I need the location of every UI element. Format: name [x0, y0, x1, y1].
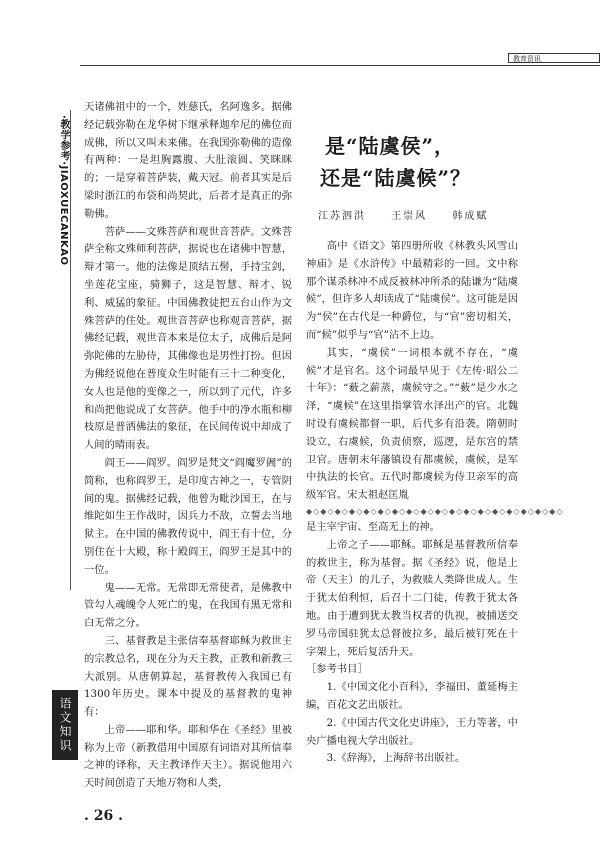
- page-number: . 26 .: [84, 808, 123, 824]
- paragraph: 高中《语文》第四册所收《林教头风雪山神庙》是《水浒传》中最精彩的一回。文中称那个谋杀林冲不成反被林冲所杀的陆谦为“陆虞候”，但许多人却读成了“陆虞侯”。这可能是因为“侯”在古代是一种爵位，与“官”密切相关，而“候”似乎与“官”沾不上边。: [306, 240, 518, 341]
- dotted-separator: ◆◇◆◇◆◇◆◇◆◇◆◇◆◇◆◇◆◇◆◇◆◇◆◇◆◇◆◇◆◇◆◇◆◇◆◇: [306, 506, 564, 516]
- left-column: [84, 99, 292, 793]
- author-name: 王崇风: [391, 211, 428, 222]
- sidebar-vertical-text: ·教学参考·JIAOXUECANKAO: [58, 115, 69, 266]
- reference-item: 1.《中国文化小百科》，李福田、董延梅主编，百花文艺出版社。: [306, 681, 518, 711]
- paragraph: 三、基督教是主张信奉基督耶稣为救世主的宗教总名，现在分为天主教，正教和新教三大派别。从唐朝算起，基督教传入我国已有1300年历史。课本中提及的基督教的鬼神有：: [84, 634, 292, 719]
- title-line-2: 还是“陆虞候”？: [320, 166, 472, 190]
- section-label: 教育资讯: [508, 53, 600, 63]
- paragraph: 其实，“虞侯”一词根本就不存在，“虞候”才是官名。这个词最早见于《左传·昭公二十年》：“薮之薪蒸，虞候守之。”“薮”是少水之泽，“虞候”在这里指掌管水泽出产的官。北魏时设有虞候都督一职，后代多有沿袭。隋朝时设立，右虞候，负责侦察，巡逻，是东宫的禁卫官。唐朝末年藩镇设有都虞候，虞候，是军中执法的长官。五代时都虞候为侍卫亲军的高级军官。宋太祖赵匡胤: [306, 346, 518, 502]
- paragraph: 上帝之子——耶稣。耶稣是基督教所信奉的救世主，称为基督。据《圣经》说，他是上帝（天主）的儿子，为救赎人类降世成人。生于犹太伯利恒，后召十二门徒，传教于犹太各地。由于遭到犹太教当权者的仇视，被捕送交罗马帝国驻犹太总督彼拉多，最后被钉死在十字架上，死后复活升天。: [306, 538, 518, 658]
- references-heading: ［参考书目］: [306, 663, 368, 676]
- column-logo: 语文知识: [52, 690, 78, 760]
- paragraph: 鬼——无常。无常即无常使者，是佛教中管勾人魂魄令人死亡的鬼，在我国有黑无常和白无常之分。: [84, 581, 292, 630]
- paragraph: 阎王——阎罗。阎罗是梵文“阎魔罗阇”的简称，也称阎罗王，是印度古神之一，专管阴间的鬼。据佛经记载，他曾为毗沙国王，在与维陀如生王作战时，因兵力不敌，立誓去当地狱主。在中国的佛教传说中，阎王有十位，分别住在十大殿，称十殿阎王，阎罗王是其中的一位。: [84, 456, 292, 576]
- reference-item: 2.《中国古代文化史讲座》，王力等著，中央广播电视大学出版社。: [306, 716, 518, 747]
- author-location: 江苏泗洪: [318, 211, 366, 222]
- author-line: [318, 207, 518, 222]
- paragraph: 菩萨——文殊菩萨和观世音菩萨。文殊菩萨全称文殊师利菩萨，据说也在诸佛中智慧，辩才第一。他的法像是顶结五髻，手持宝剑，坐莲花宝座，骑狮子，这是智慧、辩才、锐利、威猛的象征。中国佛教徒把五台山作为文殊菩萨的住处。观世音菩萨也称观音菩萨，据佛经记载，观世音本来是位太子，成佛后是阿弥陀佛的左胁侍，其佛像也是男性打扮。但因为佛经说他在普度众生时能有三十二种变化，女人也是他的变像之一，所以到了元代，许多和尚把他说成了女菩萨。他手中的净水瓶和柳枝原是普洒佛法的象征，在民间传说中却成了人间的晴雨表。: [84, 225, 292, 452]
- article-title: [320, 130, 520, 194]
- title-line-1: 是“陆虞侯”，: [325, 134, 456, 158]
- header-rule: [80, 65, 600, 66]
- author-name: 韩成赋: [452, 211, 489, 222]
- paragraph: 天诸佛祖中的一个，姓慈氏，名阿逸多。据佛经记载弥勒在龙华树下继承释迦牟尼的佛位而成佛，所以又叫未来佛。在我国弥勒佛的造像有两种：一是坦胸露腹、大肚滚圆、笑眯眯的；一是穿着菩萨装，戴天冠。前者其实是后梁时浙江的布袋和尚契此，后者才是真正的弥勒佛。: [84, 101, 292, 220]
- paragraph: 上帝——耶和华。耶和华在《圣经》里被称为上帝（新教借用中国原有词语对其所信奉之神的译称，天主教译作天主）。据说他用六天时间创造了天地万物和人类，: [84, 723, 292, 790]
- right-column: [306, 238, 564, 768]
- reference-item: 3.《辞海》，上海辞书出版社。: [326, 752, 466, 765]
- paragraph: 是主宰宇宙、至高无上的神。: [306, 520, 440, 533]
